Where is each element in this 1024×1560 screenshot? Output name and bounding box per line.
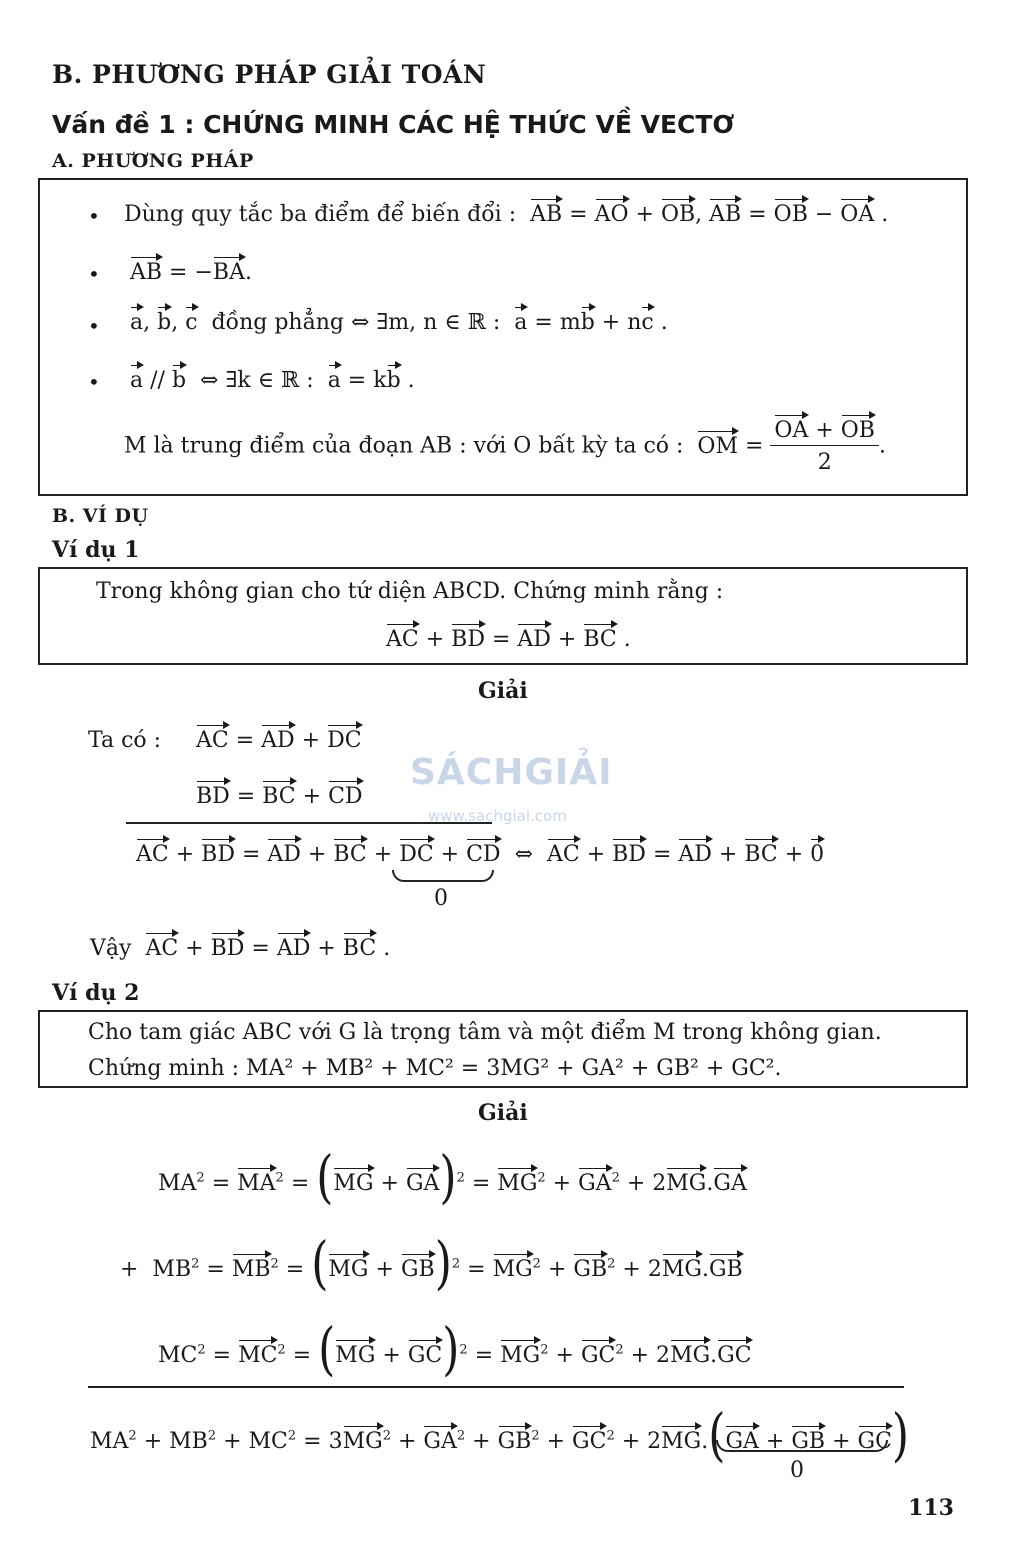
example2-solution-heading: Giải [478, 1100, 528, 1126]
example1-step1: AC = AD + DC [196, 728, 362, 753]
example2-title: Ví dụ 2 [52, 980, 140, 1006]
example1-equation: AC + BD = AD + BC . [386, 627, 631, 652]
issue-title: Vấn đề 1 : CHỨNG MINH CÁC HỆ THỨC VỀ VECTƠ [52, 110, 735, 139]
examples-heading: B. VÍ DỤ [52, 505, 149, 527]
example2-line-a: $MA^2 = MA^2 = (MG + GA)^2 = MG^2 + GA^2 + 2MG.GA$ [158, 1144, 747, 1211]
section-title: B. PHƯƠNG PHÁP GIẢI TOÁN [52, 60, 487, 89]
page-number: 113 [908, 1495, 954, 1521]
example1-box [38, 567, 968, 665]
underbrace [716, 1440, 888, 1452]
watermark-logo: SÁCHGIẢI [410, 752, 613, 793]
example1-conclusion: Vậy AC + BD = AD + BC . [90, 936, 391, 961]
example1-sum: AC + BD = AD + BC + DC + CD ⇔ AC + BD = AD + BC + 0 [136, 842, 825, 867]
underbrace [392, 870, 494, 882]
example1-statement: Trong không gian cho tứ diện ABCD. Chứng minh rằng : [96, 579, 724, 604]
example2-sum-rule [88, 1386, 904, 1388]
example1-zero: 0 [434, 886, 448, 911]
example2-statement-1: Cho tam giác ABC với G là trọng tâm và một điểm M trong không gian. [88, 1020, 882, 1045]
method-bullet-2: AB = −BA. [130, 260, 252, 285]
midpoint-fraction: $\frac{OA + OB}{2}$ [770, 418, 879, 475]
example1-solution-heading: Giải [478, 678, 528, 704]
method-bullet-1: Dùng quy tắc ba điểm để biến đổi : AB = AO + OB, AB = OB − OA . [124, 202, 889, 227]
bullet-icon: • [88, 370, 100, 394]
example1-title: Ví dụ 1 [52, 537, 140, 563]
method-midpoint: M là trung điểm của đoạn AB : với O bất kỳ ta có : OM = $\frac{OA + OB}{2}$ . [124, 418, 886, 475]
example2-box [38, 1010, 968, 1088]
bullet-icon: • [88, 204, 100, 228]
example1-ta-co: Ta có : [88, 728, 162, 753]
bullet-icon: • [88, 314, 100, 338]
example2-zero: 0 [790, 1458, 804, 1483]
watermark-url: www.sachgiai.com [428, 807, 567, 825]
example1-step2: BD = BC + CD [196, 784, 363, 809]
example2-sum: $MA^2 + MB^2 + MC^2 = 3MG^2 + GA^2 + GB^2 + GC^2 + 2MG.(GA$ + GB + GC) [90, 1402, 910, 1469]
method-bullet-3: a, b, c đồng phẳng ⇔ ∃m, n ∈ ℝ : a = mb + nc . [130, 310, 668, 335]
example2-line-c: $MC^2 = MC^2 = (MG + GC)^2 = MG^2 + GC^2 + 2MG.GC$ [158, 1316, 752, 1383]
method-heading: A. PHƯƠNG PHÁP [52, 150, 254, 172]
example2-statement-2: Chứng minh : MA² + MB² + MC² = 3MG² + GA² + GB² + GC². [88, 1056, 782, 1081]
bullet-icon: • [88, 262, 100, 286]
method-box [38, 178, 968, 496]
method-bullet-4: a // b ⇔ ∃k ∈ ℝ : a = kb . [130, 368, 415, 393]
example2-line-b: + $MB^2 = MB^2 = (MG + GB)^2 = MG^2 + GB^2 + 2MG.GB$ [120, 1230, 743, 1297]
